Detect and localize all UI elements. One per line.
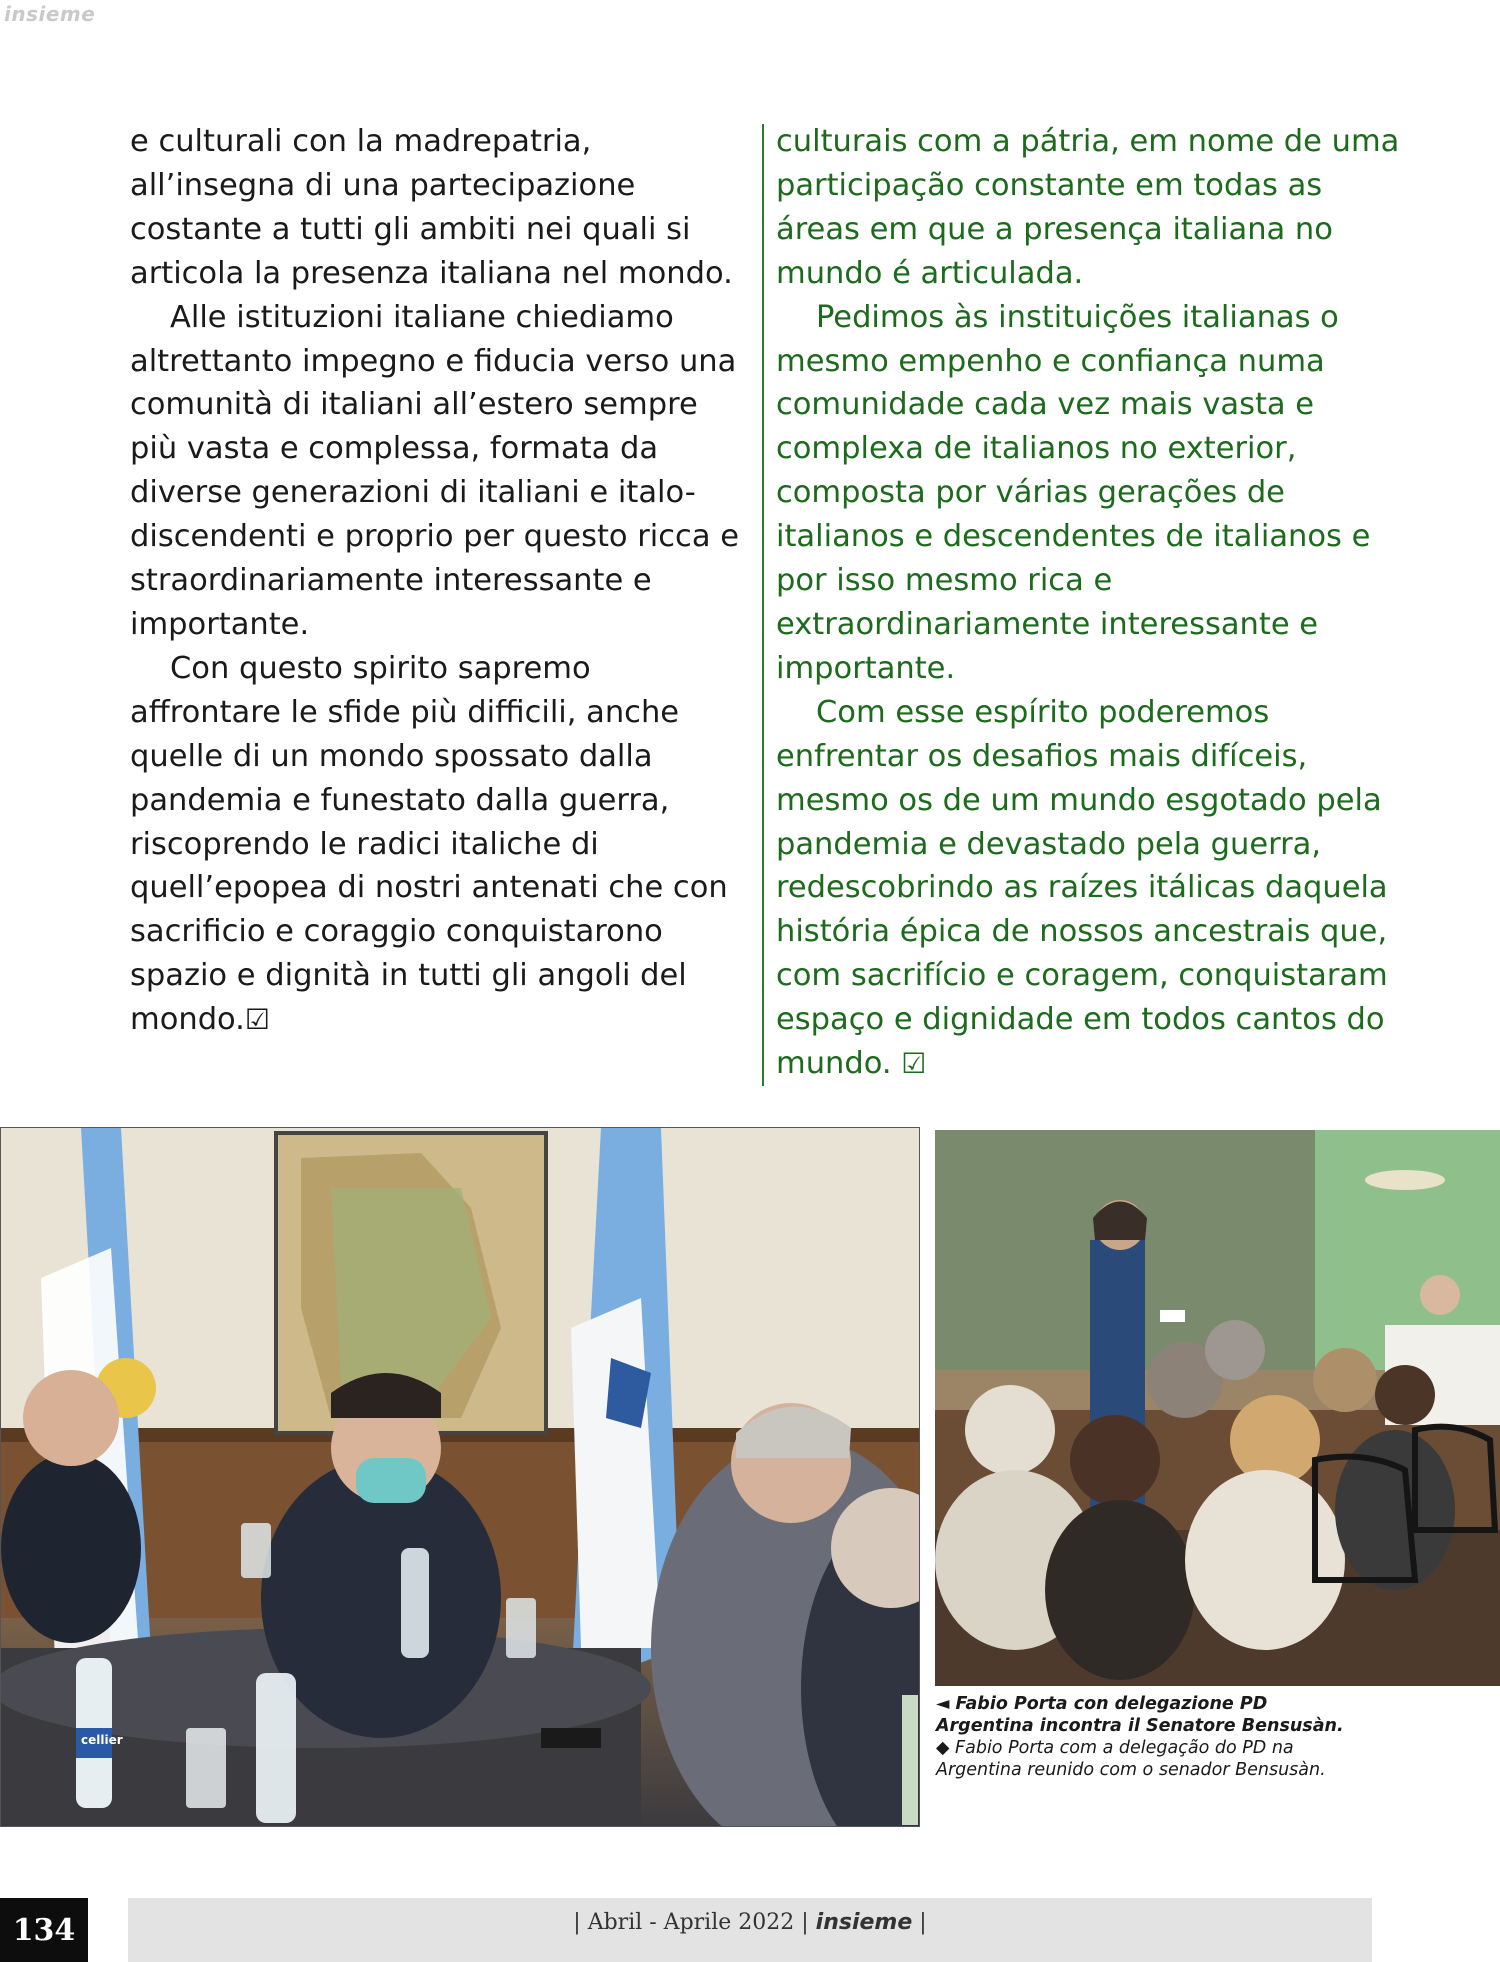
footer-closing: | <box>919 1910 927 1935</box>
italian-paragraph-2: Alle istituzioni italiane chiediamo altrettanto impegno e fiducia verso una comunità di italiani all’estero sempre più vasta e complessa, formata da diverse generazioni di italiani e italo-discendenti e proprio per questo ricca e straordinariamente interessante e importante. <box>130 299 739 642</box>
footer-brand: insieme <box>815 1910 913 1935</box>
meeting-photo-illustration <box>1 1128 919 1826</box>
portuguese-paragraph-3-text: Com esse espírito poderemos enfrentar os desafios mais difíceis, mesmo os de um mundo esgotado pela pandemia e devastado pela guerra, redescobrindo as raízes itálicas daquela história épica de nossos ancestrais que, com sacrifício e coragem, conquistaram espaço e dignidade em todos cantos do mundo. <box>776 694 1388 1082</box>
audience-photo-illustration <box>935 1130 1500 1686</box>
audience-photo <box>935 1130 1500 1686</box>
portuguese-paragraph-1: culturais com a pátria, em nome de uma participação constante em todas as áreas em que a presença italiana no mundo é articulada. <box>776 124 1400 291</box>
portuguese-paragraph-3 <box>776 691 1406 1086</box>
italian-paragraph-3-text: Con questo spirito sapremo affrontare le sfide più difficili, anche quelle di un mondo spossato dalla pandemia e funestato dalla guerra, riscoprendo le radici italiche di quell’epopea di nostri antenati che con sacrificio e coraggio conquistarono spazio e dignità in tutti gli angoli del mondo. <box>130 650 728 1038</box>
masthead-logo: insieme <box>4 2 96 26</box>
page-number: 134 <box>0 1898 88 1962</box>
portuguese-text-column <box>776 120 1406 1086</box>
italian-paragraph-3 <box>130 647 745 1042</box>
footer-text <box>128 1910 1372 1935</box>
footer-date: | Abril - Aprile 2022 | <box>573 1910 809 1935</box>
photo-caption <box>936 1693 1356 1781</box>
caption-italian: ◄ Fabio Porta con delegazione PD Argentina incontra il Senatore Bensusàn. <box>936 1694 1344 1736</box>
caption-accent-bar <box>902 1695 918 1825</box>
caption-separator-icon: ◆ <box>936 1738 950 1758</box>
portuguese-paragraph-2: Pedimos às instituições italianas o mesmo empenho e confiança numa comunidade cada vez mais vasta e complexa de italianos no exterior, composta por várias gerações de italianos e descendentes de italianos e por isso mesmo rica e extraordinariamente interessante e importante. <box>776 299 1371 686</box>
bottle-label: cellier <box>81 1733 123 1747</box>
column-divider <box>762 124 764 1086</box>
meeting-photo <box>0 1127 920 1827</box>
italian-paragraph-1: e culturali con la madrepatria, all’insegna di una partecipazione costante a tutti gli ambiti nei quali si articola la presenza italiana nel mondo. <box>130 124 733 291</box>
end-mark-icon: ☑ <box>901 1047 927 1081</box>
end-mark-icon: ☑ <box>244 1003 270 1037</box>
italian-text-column <box>130 120 745 1042</box>
caption-portuguese: Fabio Porta com a delegação do PD na Argentina reunido com o senador Bensusàn. <box>936 1738 1326 1780</box>
